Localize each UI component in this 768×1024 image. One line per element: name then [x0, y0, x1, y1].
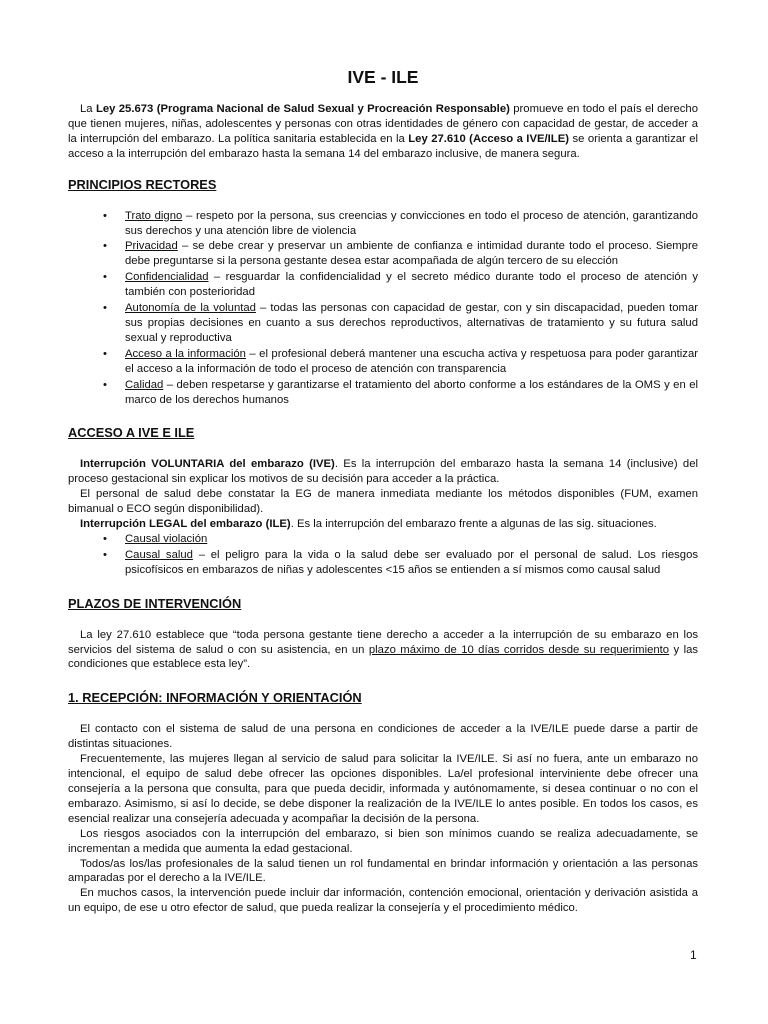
- recepcion-paragraph: En muchos casos, la intervención puede incluir dar información, contención emocional, orientación y derivación asistida a un equipo, de ese u otro efector de salud, que pueda realizar la consejería y el procedimiento médico.: [68, 887, 698, 915]
- item-text: – el peligro para la vida o la salud debe ser evaluado por el personal de salud. Los riesgos psicofísicos en embarazos de niñas y adolescentes <15 años se entienden a sí mismos como causal salud: [125, 548, 699, 576]
- item-term: Causal violación: [125, 532, 208, 545]
- intro-text: La: [80, 103, 96, 115]
- item-text: – el profesional deberá mantener una escucha activa y respetuosa para poder garantizar el acceso a la información de todo el proceso de atención con transparencia: [125, 347, 699, 375]
- recepcion-paragraph: Los riesgos asociados con la interrupción del embarazo, si bien son mínimos cuando se realiza adecuadamente, se incrementan a medida que aumenta la edad gestacional.: [68, 827, 698, 855]
- item-term: Acceso a la información: [125, 347, 246, 360]
- list-item: [68, 301, 698, 346]
- bullet-icon: •: [103, 548, 107, 561]
- intro-text: promueve en todo el país el derecho que tienen mujeres, niñas, adolescentes y personas con otras identidades de género con capacidad de gestar, de acceder a la interrupción del embarazo. La política sanitaria establecida en la: [68, 103, 698, 145]
- plazo-maximo: plazo máximo de 10 días corridos desde su requerimiento: [368, 643, 670, 656]
- list-item: [68, 378, 698, 408]
- ile-paragraph: [68, 517, 698, 532]
- law-27610: Ley 27.610 (Acceso a IVE/ILE): [408, 132, 569, 145]
- intro-text: se orienta a garantizar el acceso a la interrupción del embarazo hasta la semana 14 del embarazo inclusive, de manera segura.: [68, 132, 698, 160]
- item-text: – resguardar la confidencialidad y el secreto médico durante todo el proceso de atención y también con posterioridad: [125, 271, 698, 299]
- item-term: Confidencialidad: [125, 271, 209, 284]
- bullet-icon: •: [103, 347, 107, 360]
- recepcion-paragraph: Todos/as los/las profesionales de la salud tienen un rol fundamental en brindar información y orientación a las personas amparadas por el derecho a la IVE/ILE.: [68, 857, 698, 885]
- list-item: [68, 209, 698, 239]
- item-term: Trato digno: [125, 209, 183, 222]
- bullet-icon: •: [103, 532, 107, 545]
- item-term: Autonomía de la voluntad: [125, 302, 256, 315]
- item-text: – respeto por la persona, sus creencias y convicciones en todo el proceso de atención, garantizando sus derechos y una atención libre de violencia: [125, 209, 698, 237]
- item-term: Privacidad: [125, 240, 178, 253]
- principios-list: [68, 209, 698, 408]
- plazos-paragraph: [68, 628, 698, 673]
- ive-text: . Es la interrupción del embarazo hasta la semana 14 (inclusive) del proceso gestacional sin explicar los motivos de su decisión para acceder a la práctica.: [68, 458, 698, 486]
- bullet-icon: •: [103, 240, 107, 253]
- ive-paragraph: [68, 457, 698, 487]
- item-term: Causal salud: [125, 548, 193, 561]
- item-text: – todas las personas con capacidad de gestar, con y sin discapacidad, pueden tomar sus propias decisiones en cuanto a sus derechos reproductivos, alternativas de tratamiento y su futura salud sexual y reproductiva: [125, 302, 698, 344]
- section-heading-principios: PRINCIPIOS RECTORES: [68, 176, 217, 192]
- recepcion-paragraph: El contacto con el sistema de salud de una persona en condiciones de acceder a la IVE/ILE puede darse a partir de distintas situaciones.: [68, 723, 698, 751]
- bullet-icon: •: [103, 302, 107, 315]
- page-number: 1: [690, 948, 697, 962]
- bullet-icon: •: [103, 209, 107, 222]
- bullet-icon: •: [103, 271, 107, 284]
- item-text: – deben respetarse y garantizarse el tratamiento del aborto conforme a los estándares de la OMS y en el marco de los derechos humanos: [125, 378, 698, 406]
- plazos-text: y las condiciones que establece esta ley”.: [68, 643, 699, 671]
- document-body: [68, 66, 698, 916]
- list-item: [68, 347, 698, 377]
- list-item: [68, 270, 698, 300]
- item-term: Calidad: [125, 378, 164, 391]
- plazos-text: La ley 27.610 establece que “toda persona gestante tiene derecho a acceder a la interrupción de su embarazo en los servicios del sistema de salud o con su asistencia, en un: [68, 628, 698, 656]
- section-heading-acceso: ACCESO A IVE E ILE: [68, 425, 195, 441]
- list-item: [68, 532, 698, 547]
- bullet-icon: •: [103, 378, 107, 391]
- ile-text: . Es la interrupción del embarazo frente a algunas de las sig. situaciones.: [290, 518, 657, 531]
- item-text: – se debe crear y preservar un ambiente de confianza e intimidad durante todo el proceso. Siempre debe preguntarse si la persona gestante desea estar acompañada de algún tercero de su elección: [125, 240, 698, 268]
- ive-label: Interrupción VOLUNTARIA del embarazo (IVE): [80, 458, 335, 471]
- ile-label: Interrupción LEGAL del embarazo (ILE): [80, 518, 291, 531]
- page-title: IVE - ILE: [347, 67, 419, 87]
- causales-list: [68, 532, 698, 578]
- section-heading-recepcion: 1. RECEPCIÓN: INFORMACIÓN Y ORIENTACIÓN: [68, 690, 362, 706]
- recepcion-paragraph: Frecuentemente, las mujeres llegan al servicio de salud para solicitar la IVE/ILE. Si así no fuera, ante un embarazo no intencional, el equipo de salud debe ofrecer las opciones disponibles. La/el profesional interviniente debe ofrecer una consejería a la persona que consulta, para que pueda decidir, informada y autónomamente, si desea continuar o no con el embarazo. Asimismo, si así lo decide, se debe disponer la realización de la IVE/ILE lo antes posible. En todos los casos, es esencial realizar una consejería adecuada y acompañar la decisión de la persona.: [68, 753, 698, 825]
- personal-paragraph: El personal de salud debe constatar la EG de manera inmediata mediante los métodos disponibles (FUM, examen bimanual o ECO según disponibilidad).: [68, 488, 698, 516]
- law-25673: Ley 25.673 (Programa Nacional de Salud Sexual y Procreación Responsable): [95, 103, 510, 115]
- section-heading-plazos: PLAZOS DE INTERVENCIÓN: [68, 595, 242, 611]
- list-item: [68, 239, 698, 269]
- list-item: [68, 548, 698, 578]
- intro-paragraph: [68, 102, 698, 162]
